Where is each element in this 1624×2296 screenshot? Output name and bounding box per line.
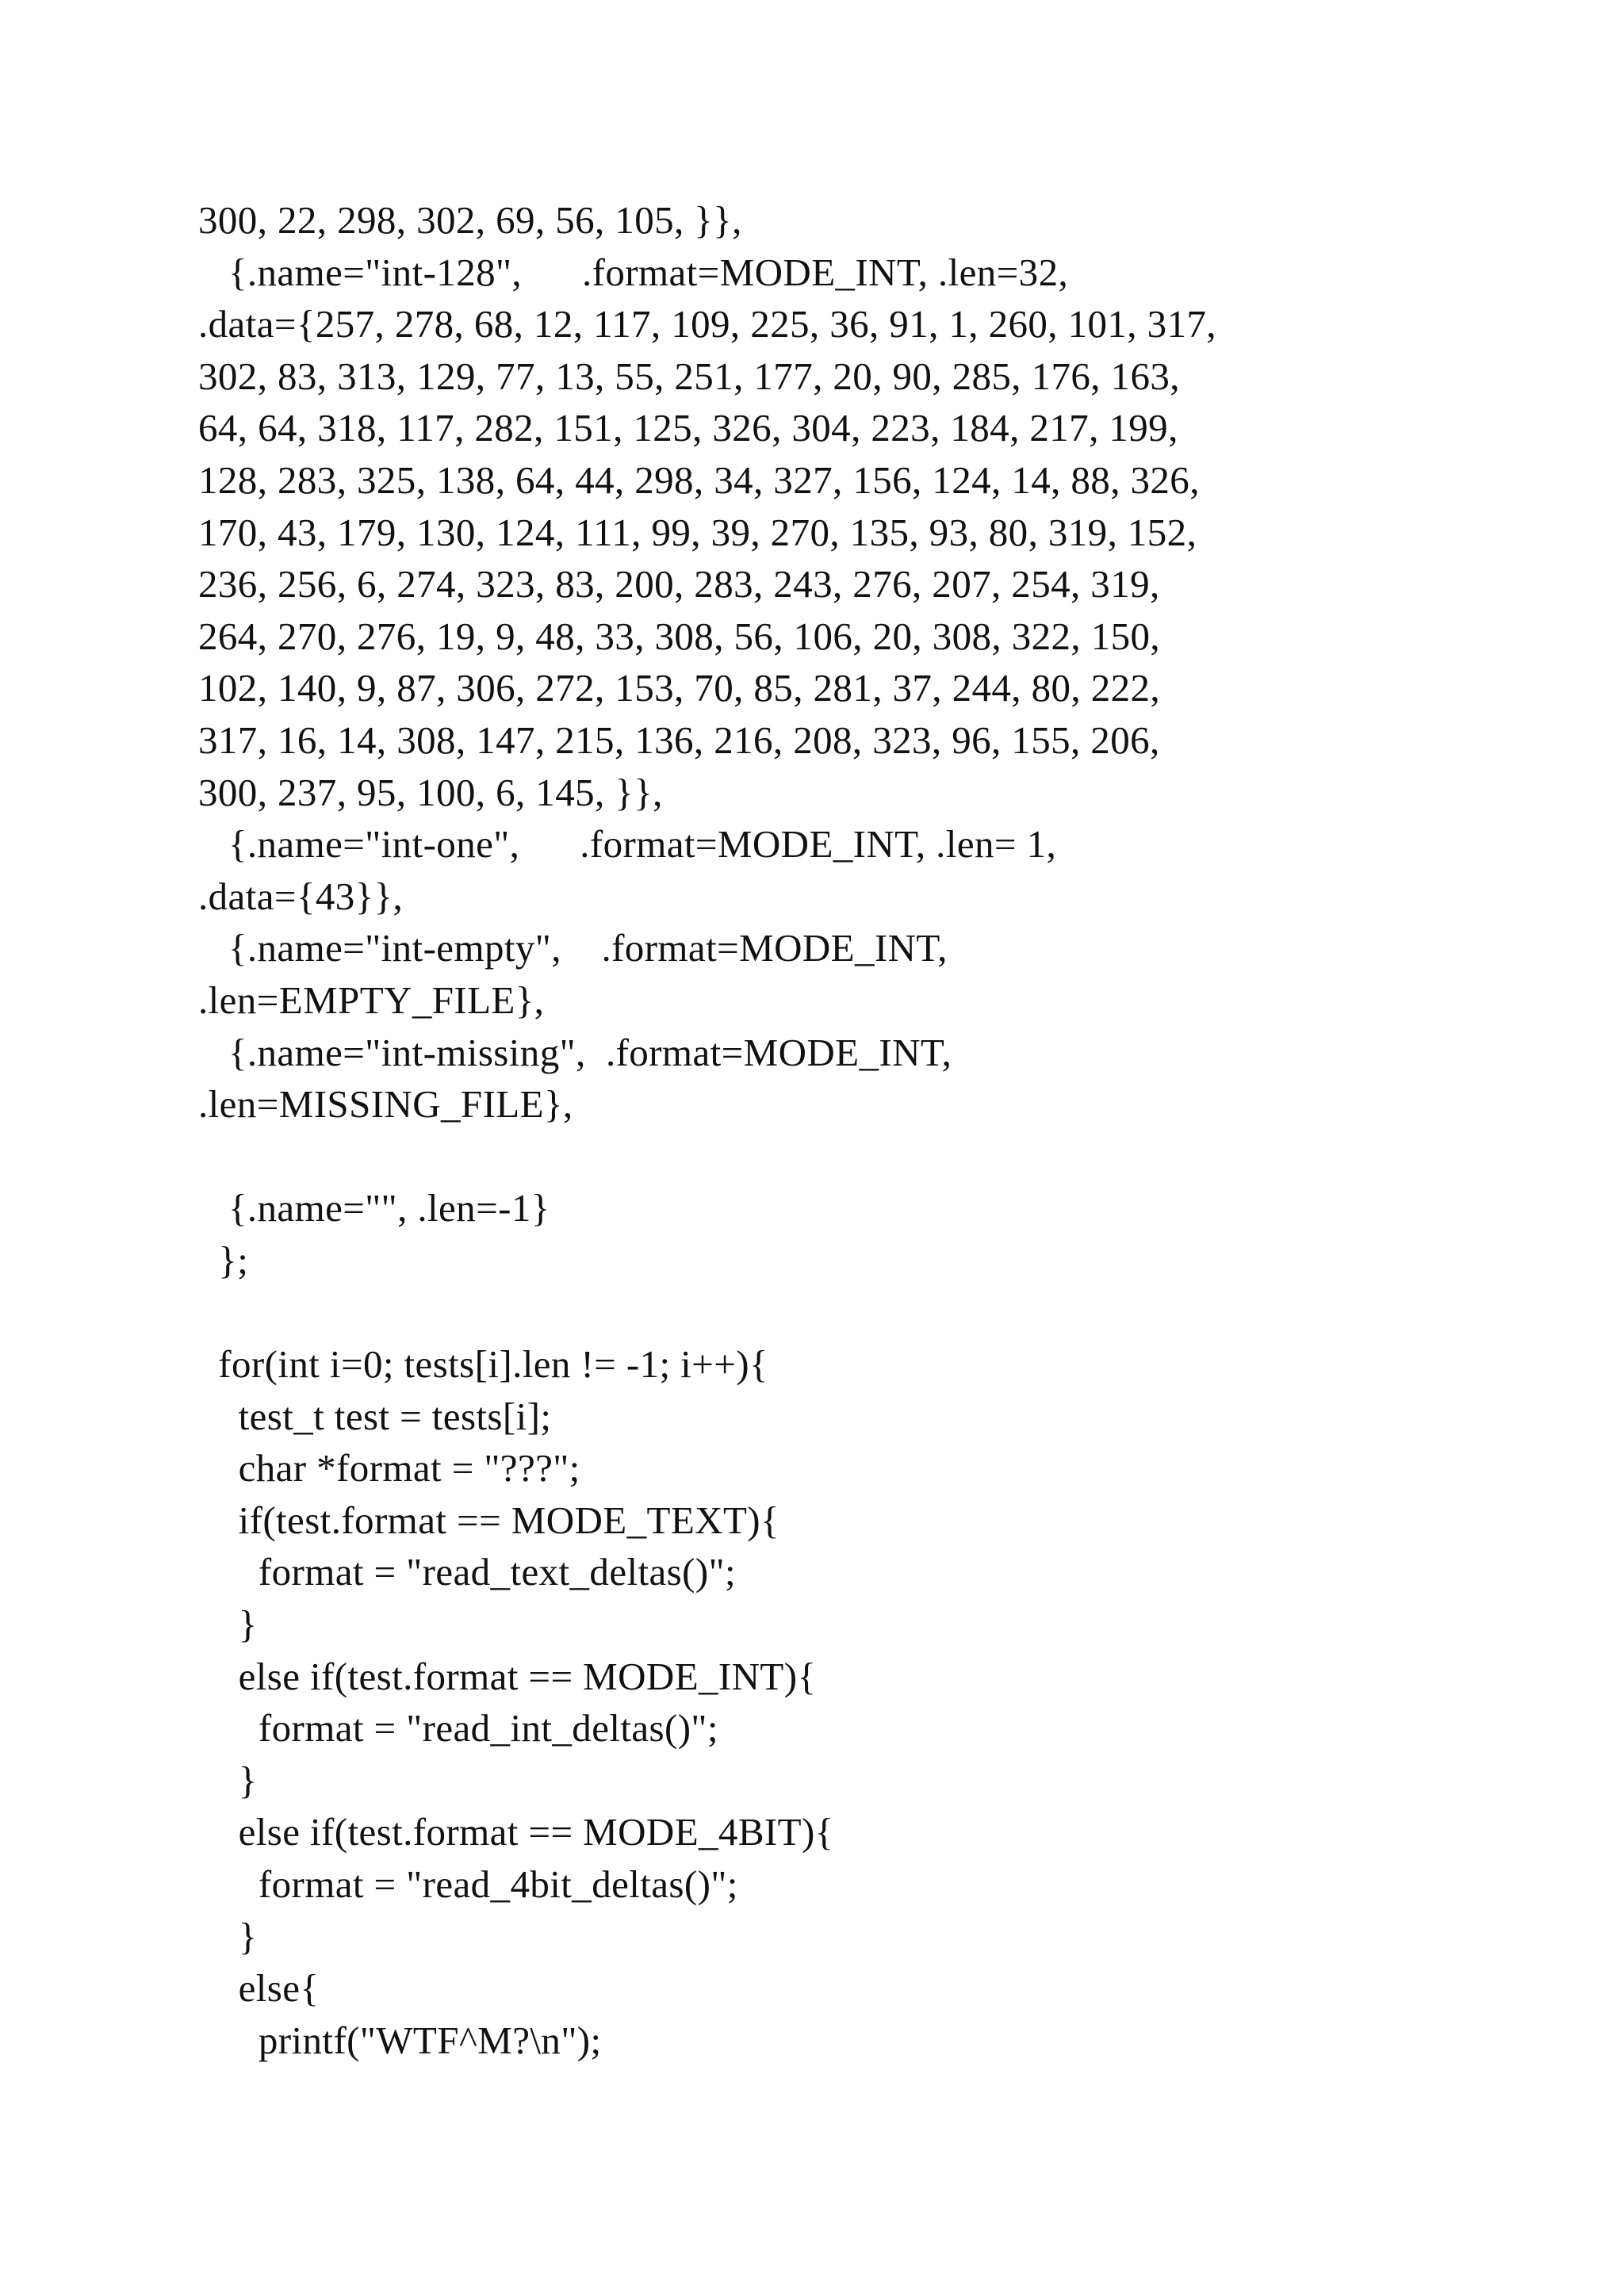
code-line: {.name="", .len=-1}: [198, 1186, 550, 1230]
code-line: if(test.format == MODE_TEXT){: [198, 1498, 779, 1542]
code-line: {.name="int-one", .format=MODE_INT, .len= 1,: [198, 822, 1057, 867]
code-line: format = "read_int_deltas()";: [198, 1706, 718, 1751]
code-line: format = "read_text_deltas()";: [198, 1550, 736, 1594]
code-line: 300, 22, 298, 302, 69, 56, 105, }},: [198, 198, 742, 242]
code-line: {.name="int-missing", .format=MODE_INT,: [198, 1030, 952, 1074]
code-line: };: [198, 1238, 249, 1282]
code-line: char *format = "???";: [198, 1446, 580, 1490]
code-line: 300, 237, 95, 100, 6, 145, }},: [198, 770, 663, 814]
code-line: else if(test.format == MODE_INT){: [198, 1654, 817, 1698]
code-line: 128, 283, 325, 138, 64, 44, 298, 34, 327, 156, 124, 14, 88, 326,: [198, 457, 1200, 502]
code-listing: [198, 194, 1546, 2066]
code-line: }: [198, 1914, 258, 1958]
code-line: .data={43}},: [198, 874, 404, 918]
code-line: {.name="int-128", .format=MODE_INT, .len=32,: [198, 250, 1069, 294]
code-line: 170, 43, 179, 130, 124, 111, 99, 39, 270, 135, 93, 80, 319, 152,: [198, 510, 1197, 554]
code-line: .len=MISSING_FILE},: [198, 1082, 573, 1127]
blank-line: [198, 1286, 1546, 1338]
code-line: 102, 140, 9, 87, 306, 272, 153, 70, 85, 281, 37, 244, 80, 222,: [198, 666, 1161, 710]
code-line: test_t test = tests[i];: [198, 1394, 552, 1438]
code-line: else if(test.format == MODE_4BIT){: [198, 1810, 834, 1854]
code-line: 236, 256, 6, 274, 323, 83, 200, 283, 243, 276, 207, 254, 319,: [198, 562, 1160, 607]
code-line: 264, 270, 276, 19, 9, 48, 33, 308, 56, 106, 20, 308, 322, 150,: [198, 614, 1161, 658]
code-line: .len=EMPTY_FILE},: [198, 978, 545, 1022]
code-line: else{: [198, 1966, 320, 2011]
code-line: 317, 16, 14, 308, 147, 215, 136, 216, 208, 323, 96, 155, 206,: [198, 718, 1160, 762]
code-line: format = "read_4bit_deltas()";: [198, 1862, 738, 1906]
code-line: {.name="int-empty", .format=MODE_INT,: [198, 926, 948, 970]
code-line: for(int i=0; tests[i].len != -1; i++){: [198, 1342, 768, 1387]
code-line: }: [198, 1758, 258, 1802]
code-line: 64, 64, 318, 117, 282, 151, 125, 326, 304, 223, 184, 217, 199,: [198, 406, 1178, 450]
code-line: 302, 83, 313, 129, 77, 13, 55, 251, 177, 20, 90, 285, 176, 163,: [198, 354, 1180, 398]
code-line: .data={257, 278, 68, 12, 117, 109, 225, 36, 91, 1, 260, 101, 317,: [198, 302, 1216, 346]
code-line: printf("WTF^M?\n");: [198, 2018, 602, 2062]
blank-line: [198, 1131, 1546, 1183]
code-line: }: [198, 1602, 258, 1647]
